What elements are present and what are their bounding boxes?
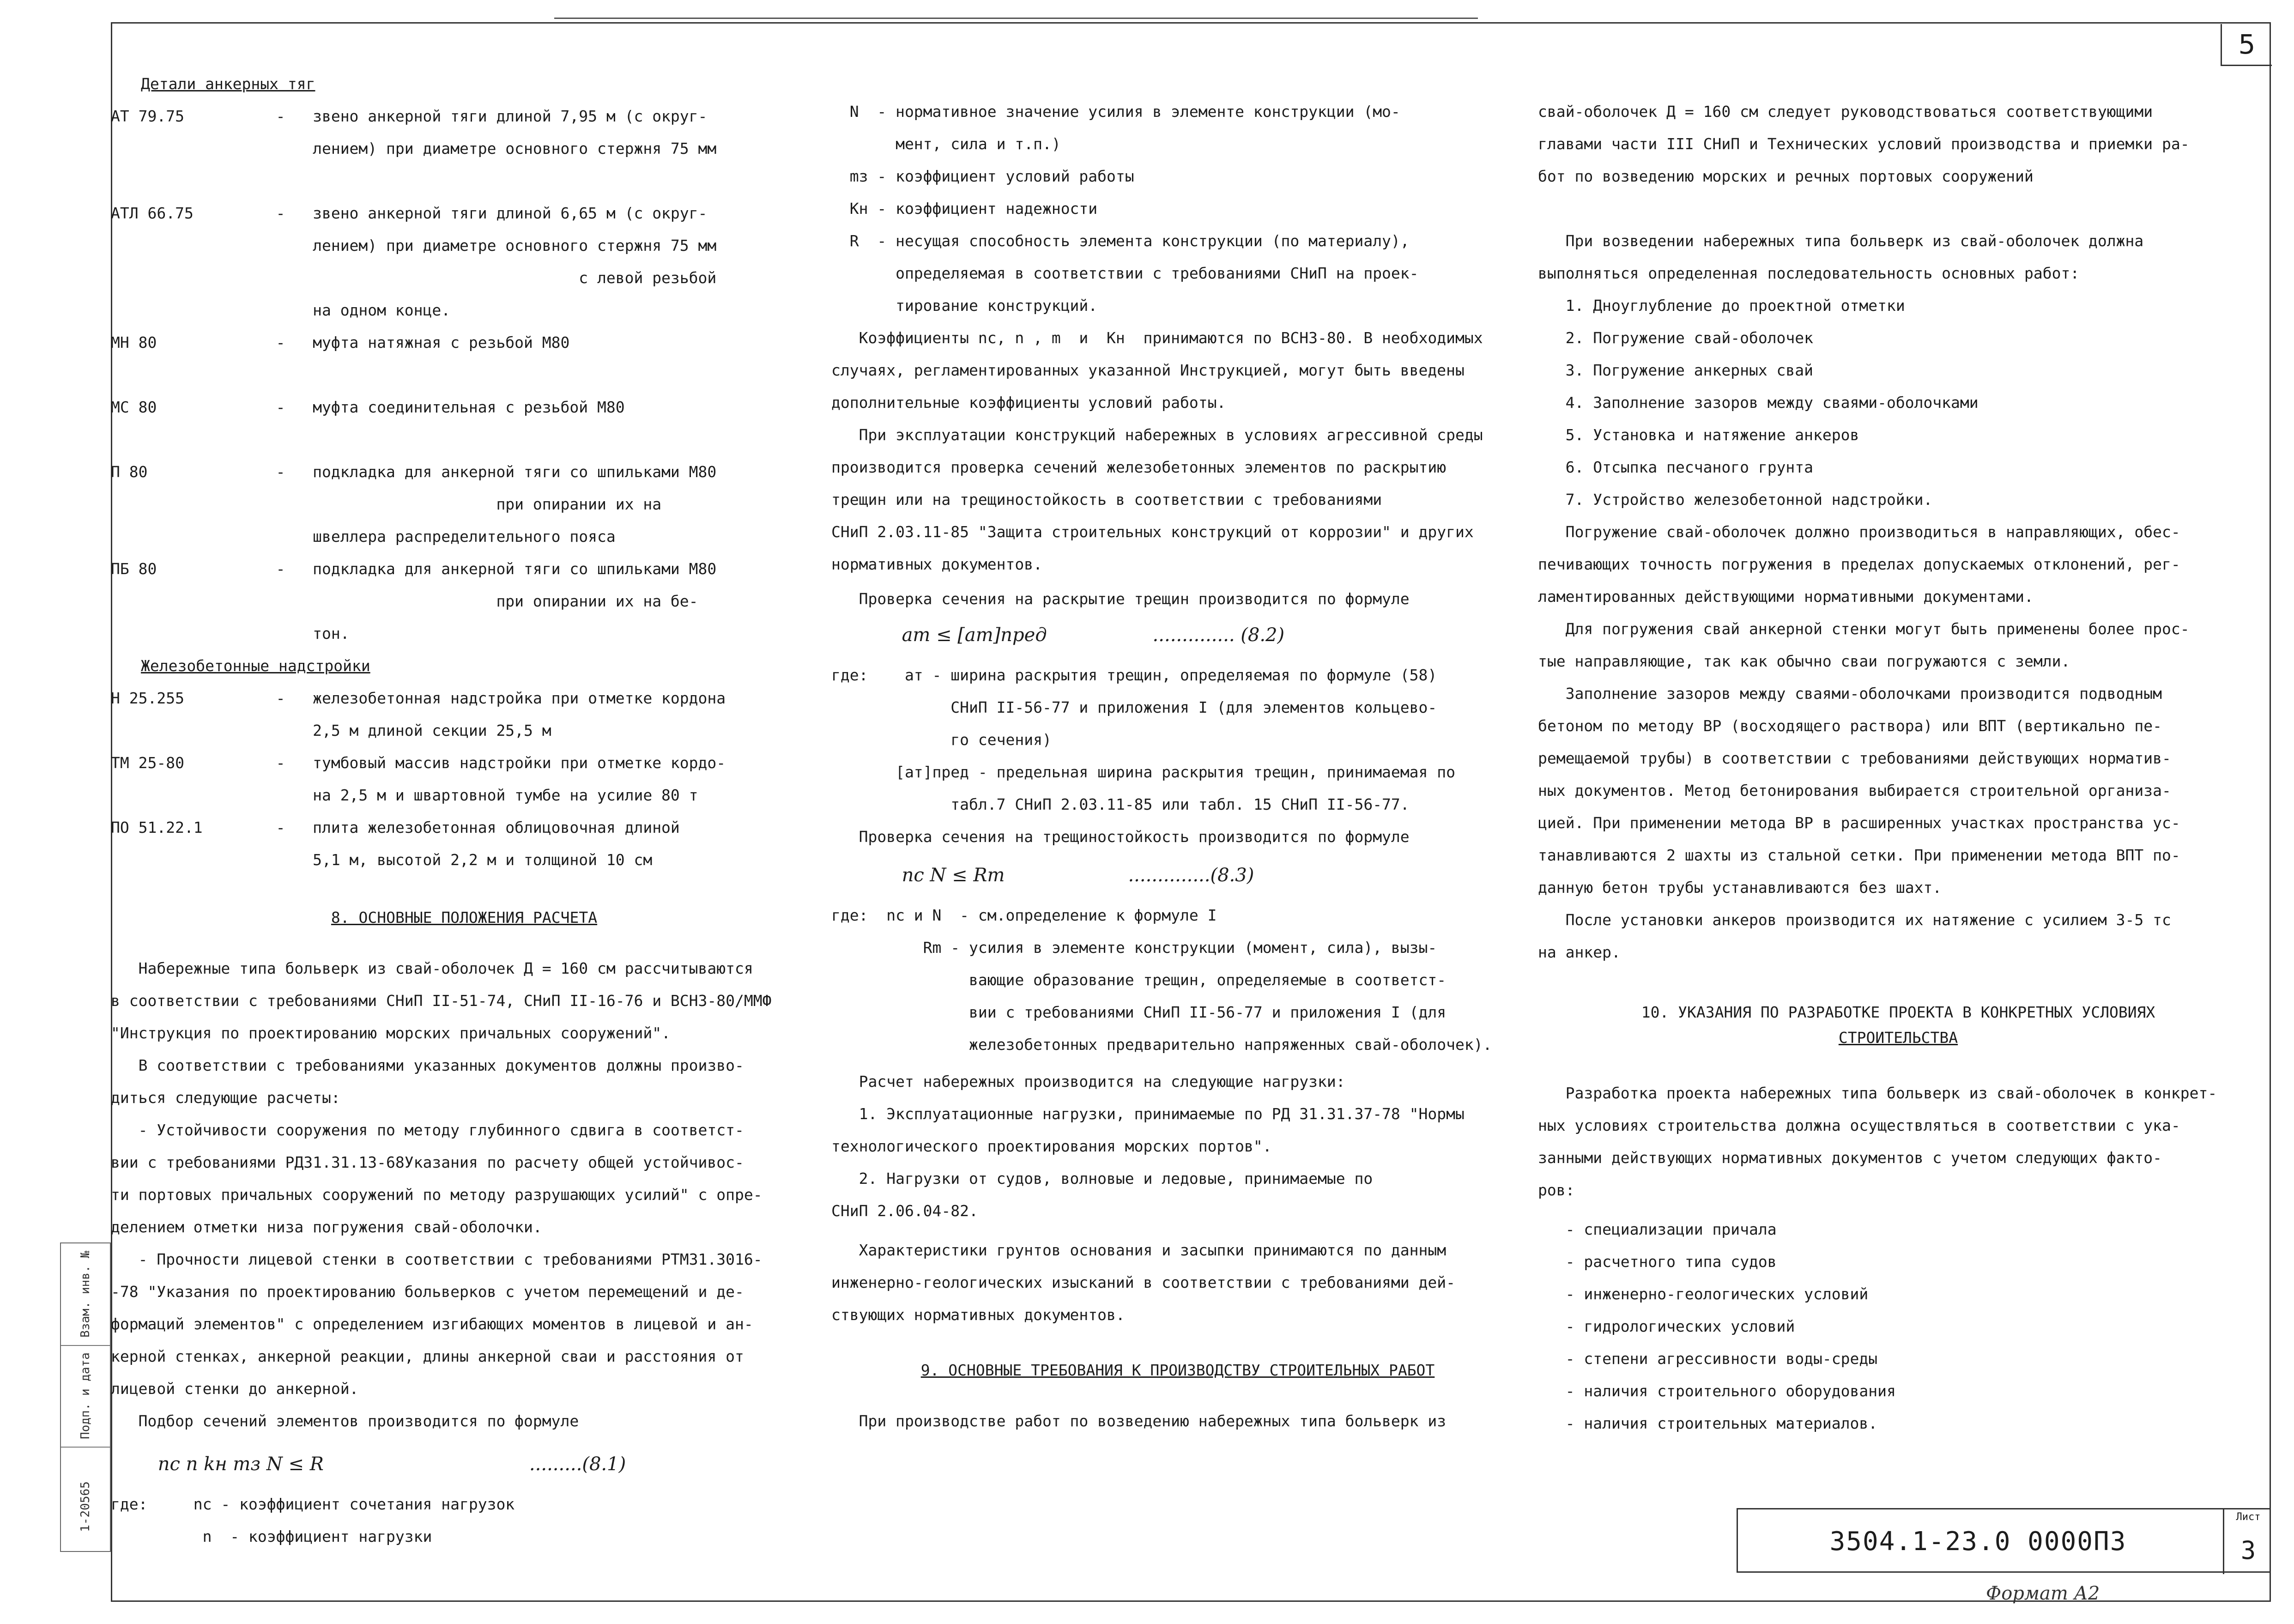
text-line: СНиП 2.06.04-82.: [831, 1202, 978, 1220]
stamp-divider: [61, 1447, 110, 1448]
text-line: АТЛ 66.75 - звено анкерной тяги длиной 6,65 м (с округ-: [111, 204, 708, 222]
list-item: - специализации причала: [1538, 1220, 1777, 1238]
text-line: После установки анкеров производится их натяжение с усилием 3-5 тс: [1538, 911, 2171, 929]
text-line: в соответствии с требованиями СНиП II-51-74, СНиП II-16-76 и ВСН3-80/ММФ: [111, 992, 772, 1010]
text-line: табл.7 СНиП 2.03.11-85 или табл. 15 СНиП II-56-77.: [831, 795, 1410, 813]
text-line: Проверка сечения на трещиностойкость производится по формуле: [831, 828, 1410, 846]
text-line: тые направляющие, так как обычно сваи погружаются с земли.: [1538, 652, 2070, 670]
text-line: железобетонных предварительно напряженных свай-оболочек).: [831, 1036, 1492, 1054]
text-line: mз - коэффициент условий работы: [831, 167, 1134, 185]
formula-8-3: nс N ≤ Rm ..............(8.3): [831, 865, 1254, 886]
text-line: Проверка сечения на раскрытие трещин производится по формуле: [831, 590, 1410, 608]
text-line: СНиП II-56-77 и приложения I (для элементов кольцево-: [831, 698, 1437, 716]
text-line: Н 25.255 - железобетонная надстройка при отметке кордона: [111, 689, 726, 707]
text-line: определяемая в соответствии с требованиями СНиП на проек-: [831, 264, 1419, 282]
top-rule: [554, 18, 1478, 19]
text-line: производится проверка сечений железобетонных элементов по раскрытию: [831, 458, 1447, 476]
text-line: МН 80 - муфта натяжная с резьбой М80: [111, 333, 570, 351]
text-line: лением) при диаметре основного стержня 75 мм: [111, 236, 717, 255]
text-line: 5. Установка и натяжение анкеров: [1538, 426, 1859, 444]
text-line: цией. При применении метода ВР в расширенных участках пространства ус-: [1538, 814, 2180, 832]
text-line: случаях, регламентированных указанной Инструкцией, могут быть введены: [831, 361, 1465, 379]
heading-anchor-parts: Детали анкерных тяг: [141, 75, 315, 93]
text-line: главами части III СНиП и Технических условий производства и приемки ра-: [1538, 135, 2190, 153]
text-line: 7. Устройство железобетонной надстройки.: [1538, 491, 1933, 509]
text-line: 6. Отсыпка песчаного грунта: [1538, 458, 1814, 476]
list-item: - степени агрессивности воды-среды: [1538, 1350, 1878, 1368]
text-line: ПО 51.22.1 - плита железобетонная облицовочная длиной: [111, 818, 680, 836]
text-line: АТ 79.75 - звено анкерной тяги длиной 7,95 м (с округ-: [111, 107, 708, 125]
text-line: Rm - усилия в элементе конструкции (момент, сила), вызы-: [831, 939, 1437, 957]
text-line: лением) при диаметре основного стержня 75 мм: [111, 139, 717, 158]
text-line: при опирании их на: [111, 495, 662, 513]
text-line: При возведении набережных типа больверк из свай-оболочек должна: [1538, 232, 2144, 250]
text-line: вающие образование трещин, определяемые в соответст-: [831, 971, 1447, 989]
formula-8-1: nc n kн mз N ≤ R .........(8.1): [111, 1454, 626, 1475]
sheet-cell: [2223, 1509, 2272, 1574]
list-item: - наличия строительного оборудования: [1538, 1382, 1896, 1400]
text-line: дополнительные коэффициенты условий работы.: [831, 394, 1226, 412]
text-line: Расчет набережных производится на следующие нагрузки:: [831, 1073, 1345, 1091]
list-item: - гидрологических условий: [1538, 1317, 1795, 1335]
text-line: Для погружения свай анкерной стенки могут быть применены более прос-: [1538, 620, 2190, 638]
text-line: бот по возведению морских и речных портовых сооружений: [1538, 167, 2034, 185]
text-line: 3. Погружение анкерных свай: [1538, 361, 1814, 379]
text-line: вии с требованиями РД31.31.13-68Указания по расчету общей устойчивос-: [111, 1153, 744, 1171]
text-line: 5,1 м, высотой 2,2 м и толщиной 10 см: [111, 851, 653, 869]
text-line: Погружение свай-оболочек должно производиться в направляющих, обес-: [1538, 523, 2180, 541]
stamp-divider: [61, 1345, 110, 1346]
text-line: При производстве работ по возведению набережных типа больверк из: [831, 1412, 1447, 1430]
text-line: на анкер.: [1538, 943, 1621, 961]
stamp-replacement: Взам. инв. №: [79, 1251, 92, 1338]
text-line: инженерно-геологических изысканий в соответствии с требованиями дей-: [831, 1273, 1456, 1291]
text-line: технологического проектирования морских портов".: [831, 1137, 1272, 1155]
heading-rc-superstructures: Железобетонные надстройки: [141, 657, 370, 675]
text-line: В соответствии с требованиями указанных документов должны произво-: [111, 1056, 744, 1074]
text-line: 2. Нагрузки от судов, волновые и ледовые, принимаемые по: [831, 1170, 1373, 1188]
text-line: "Инструкция по проектированию морских причальных сооружений".: [111, 1024, 671, 1042]
text-line: данную бетон трубы устанавливаются без шахт.: [1538, 879, 1942, 897]
text-line: Набережные типа больверк из свай-оболочек Д = 160 см рассчитываются: [111, 959, 753, 977]
list-item: - наличия строительных материалов.: [1538, 1414, 1878, 1432]
text-line: вии с требованиями СНиП II-56-77 и приложения I (для: [831, 1003, 1447, 1021]
text-line: ти портовых причальных сооружений по методу разрушающих усилий" с опре-: [111, 1186, 763, 1204]
text-line: ров:: [1538, 1181, 1575, 1199]
text-line: Подбор сечений элементов производится по формуле: [111, 1412, 579, 1430]
text-line: R - несущая способность элемента конструкции (по материалу),: [831, 232, 1410, 250]
text-line: При эксплуатации конструкций набережных в условиях агрессивной среды: [831, 426, 1483, 444]
text-line: ствующих нормативных документов.: [831, 1306, 1125, 1324]
text-line: Заполнение зазоров между сваями-оболочками производится подводным: [1538, 685, 2162, 703]
text-line: мент, сила и т.п.): [831, 135, 1061, 153]
text-line: тирование конструкций.: [831, 297, 1098, 315]
text-line: при опирании их на бе-: [111, 592, 698, 610]
stamp-signature: Подп. и дата: [79, 1352, 92, 1439]
text-line: лицевой стенки до анкерной.: [111, 1380, 359, 1398]
text-line: Кн - коэффициент надежности: [831, 200, 1098, 218]
section-8-title: 8. ОСНОВНЫЕ ПОЛОЖЕНИЯ РАСЧЕТА: [331, 909, 598, 927]
text-line: диться следующие расчеты:: [111, 1089, 340, 1107]
formula-8-2: aт ≤ [aт]пред .............. (8.2): [831, 624, 1285, 646]
text-line: свай-оболочек Д = 160 см следует руководствоваться соответствующими: [1538, 103, 2153, 121]
margin-stamp: [60, 1242, 111, 1552]
text-line: СНиП 2.03.11-85 "Защита строительных конструкций от коррозии" и других: [831, 523, 1474, 541]
text-line: печивающих точность погружения в пределах допускаемых отклонений, рег-: [1538, 555, 2180, 573]
section-9-title: 9. ОСНОВНЫЕ ТРЕБОВАНИЯ К ПРОИЗВОДСТВУ СТРОИТЕЛЬНЫХ РАБОТ: [920, 1361, 1435, 1379]
text-line: формаций элементов" с определением изгибающих моментов в лицевой и ан-: [111, 1315, 753, 1333]
title-block: [1737, 1508, 2271, 1573]
text-line: Коэффициенты nс, n , m и Кн принимаются по ВСН3-80. В необходимых: [831, 329, 1483, 347]
text-line: 2. Погружение свай-оболочек: [1538, 329, 1814, 347]
text-line: где: aт - ширина раскрытия трещин, определяемая по формуле (58): [831, 666, 1437, 684]
text-line: ТМ 25-80 - тумбовый массив надстройки при отметке кордо-: [111, 754, 726, 772]
text-line: нормативных документов.: [831, 555, 1042, 573]
sheet-number: 5: [2221, 24, 2272, 66]
text-line: ных условиях строительства должна осуществляться в соответствии с ука-: [1538, 1116, 2180, 1134]
text-line: П 80 - подкладка для анкерной тяги со шпильками М80: [111, 463, 717, 481]
text-line: на 2,5 м и швартовной тумбе на усилие 80 т: [111, 786, 698, 804]
text-line: выполняться определенная последовательность основных работ:: [1538, 264, 2080, 282]
text-line: 2,5 м длиной секции 25,5 м: [111, 721, 551, 739]
text-line: швеллера распределительного пояса: [111, 527, 616, 545]
list-item: - инженерно-геологических условий: [1538, 1285, 1869, 1303]
document-code: 3504.1-23.0 0000ПЗ: [1829, 1527, 2127, 1557]
format-note: Формат А2: [1986, 1583, 2100, 1604]
text-line: ных документов. Метод бетонирования выбирается строительной организа-: [1538, 782, 2171, 800]
section-10-title: 10. УКАЗАНИЯ ПО РАЗРАБОТКЕ ПРОЕКТА В КОНКРЕТНЫХ УСЛОВИЯХ: [1641, 1003, 2155, 1021]
text-line: тон.: [111, 624, 350, 642]
text-line: МС 80 - муфта соединительная с резьбой М80: [111, 398, 625, 416]
text-line: с левой резьбой: [111, 269, 717, 287]
sheet-label: Лист: [2236, 1511, 2261, 1523]
text-line: Разработка проекта набережных типа больверк из свай-оболочек в конкрет-: [1538, 1084, 2217, 1102]
text-line: трещин или на трещиностойкость в соответствии с требованиями: [831, 491, 1382, 509]
text-line: - Устойчивости сооружения по методу глубинного сдвига в соответст-: [111, 1121, 744, 1139]
text-line: ламентированных действующими нормативными документами.: [1538, 588, 2034, 606]
text-line: 1. Дноуглубление до проектной отметки: [1538, 297, 1905, 315]
text-line: n - коэффициент нагрузки: [111, 1527, 432, 1545]
text-line: бетоном по методу ВР (восходящего раствора) или ВПТ (вертикально пе-: [1538, 717, 2162, 735]
text-line: Характеристики грунтов основания и засыпки принимаются по данным: [831, 1241, 1447, 1259]
text-line: го сечения): [831, 731, 1052, 749]
text-line: 1. Эксплуатационные нагрузки, принимаемые по РД 31.31.37-78 "Нормы: [831, 1105, 1465, 1123]
text-line: 4. Заполнение зазоров между сваями-оболочками: [1538, 394, 1979, 412]
list-item: - расчетного типа судов: [1538, 1253, 1777, 1271]
text-line: где: nс и N - см.определение к формуле I: [831, 906, 1217, 924]
text-line: - Прочности лицевой стенки в соответствии с требованиями РТМ31.3016-: [111, 1250, 763, 1268]
text-line: [aт]пред - предельная ширина раскрытия трещин, принимаемая по: [831, 763, 1456, 781]
text-line: занными действующих нормативных документов с учетом следующих факто-: [1538, 1149, 2162, 1167]
text-line: делением отметки низа погружения свай-оболочки.: [111, 1218, 542, 1236]
sheet-value: 3: [2240, 1536, 2256, 1565]
section-10-title-cont: СТРОИТЕЛЬСТВА: [1838, 1029, 1958, 1047]
text-line: -78 "Указания по проектированию больверков с учетом перемещений и де-: [111, 1283, 744, 1301]
text-line: ПБ 80 - подкладка для анкерной тяги со шпильками М80: [111, 560, 717, 578]
text-line: N - нормативное значение усилия в элементе конструкции (мо-: [831, 103, 1400, 121]
text-line: танавливаются 2 шахты из стальной сетки. При применении метода ВПТ по-: [1538, 846, 2180, 864]
inventory-number: 1-20565: [79, 1481, 92, 1532]
text-line: керной стенках, анкерной реакции, длины анкерной сваи и расстояния от: [111, 1347, 744, 1365]
text-line: где: nс - коэффициент сочетания нагрузок: [111, 1495, 515, 1513]
text-line: на одном конце.: [111, 301, 451, 319]
text-line: ремещаемой трубы) в соответствии с требованиями действующих норматив-: [1538, 749, 2171, 767]
